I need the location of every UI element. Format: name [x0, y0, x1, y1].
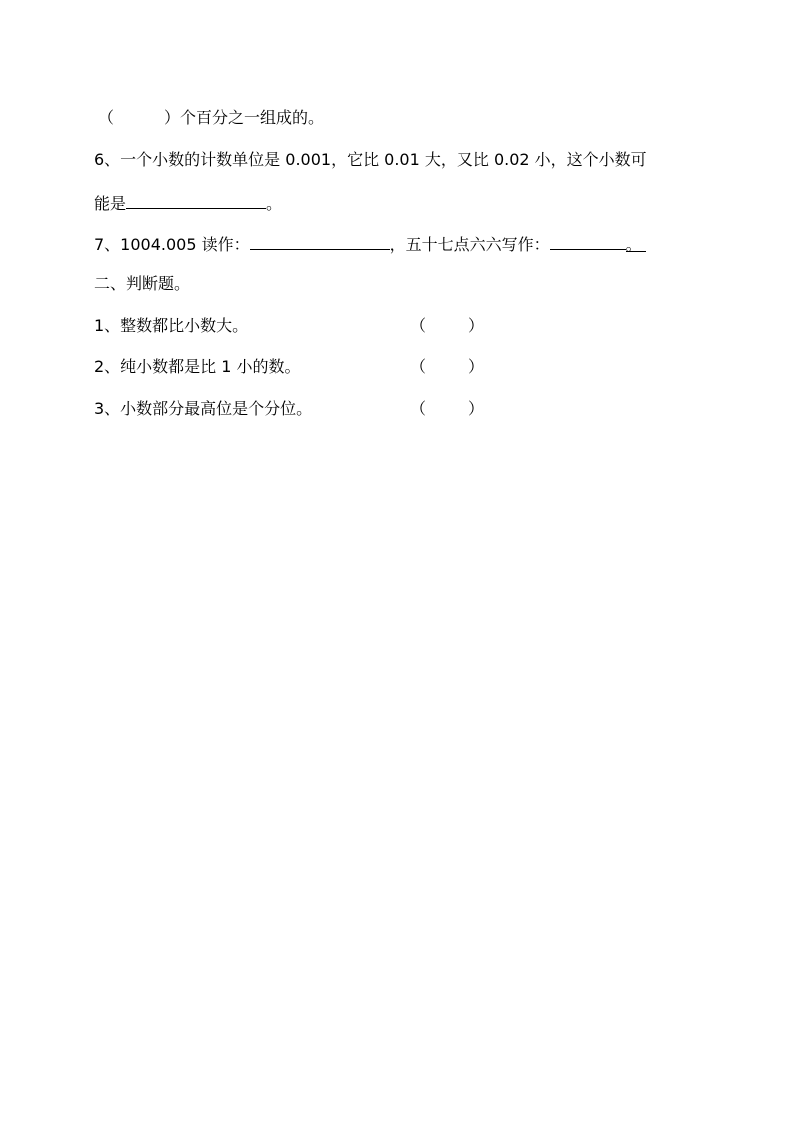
question-6-text-after: 。 — [266, 194, 283, 213]
question-7-read-blank[interactable] — [250, 233, 390, 250]
judge-paren-open: （ — [410, 357, 427, 376]
judge-item-1-answer[interactable] — [410, 316, 484, 336]
judge-paren-close: ） — [468, 316, 485, 335]
question-5-text: 个百分之一组成的。 — [180, 108, 325, 127]
question-7-prefix: 7、1004.005 读作： — [94, 235, 250, 254]
question-7-middle: ，五十七点六六写作： — [389, 235, 550, 254]
question-6-line-1: 6、一个小数的计数单位是 0.001，它比 0.01 大，又比 0.02 小，这个小数可 — [94, 150, 647, 169]
question-6-line-2 — [94, 192, 282, 212]
judge-paren-close: ） — [468, 357, 485, 376]
question-6-answer-blank[interactable] — [126, 192, 266, 209]
judge-item-2-answer[interactable] — [410, 357, 484, 377]
question-7-write-blank[interactable] — [550, 233, 626, 250]
answer-paren-close: ） — [164, 108, 181, 127]
answer-paren-open: （ — [98, 108, 115, 127]
judge-paren-open: （ — [410, 399, 427, 418]
judge-item-2-text: 2、纯小数都是比 1 小的数。 — [94, 357, 301, 376]
judge-item-3-answer[interactable] — [410, 399, 484, 419]
question-7 — [94, 233, 646, 253]
judge-paren-open: （ — [410, 316, 427, 335]
judge-item-3-text: 3、小数部分最高位是个分位。 — [94, 399, 313, 418]
question-5-continuation — [98, 108, 324, 128]
judge-item-1-text: 1、整数都比小数大。 — [94, 316, 249, 335]
question-6-text-before: 能是 — [94, 194, 127, 213]
section-two-heading: 二、判断题。 — [94, 274, 191, 293]
judge-paren-close: ） — [468, 399, 485, 418]
question-7-suffix: 。 — [626, 235, 646, 252]
